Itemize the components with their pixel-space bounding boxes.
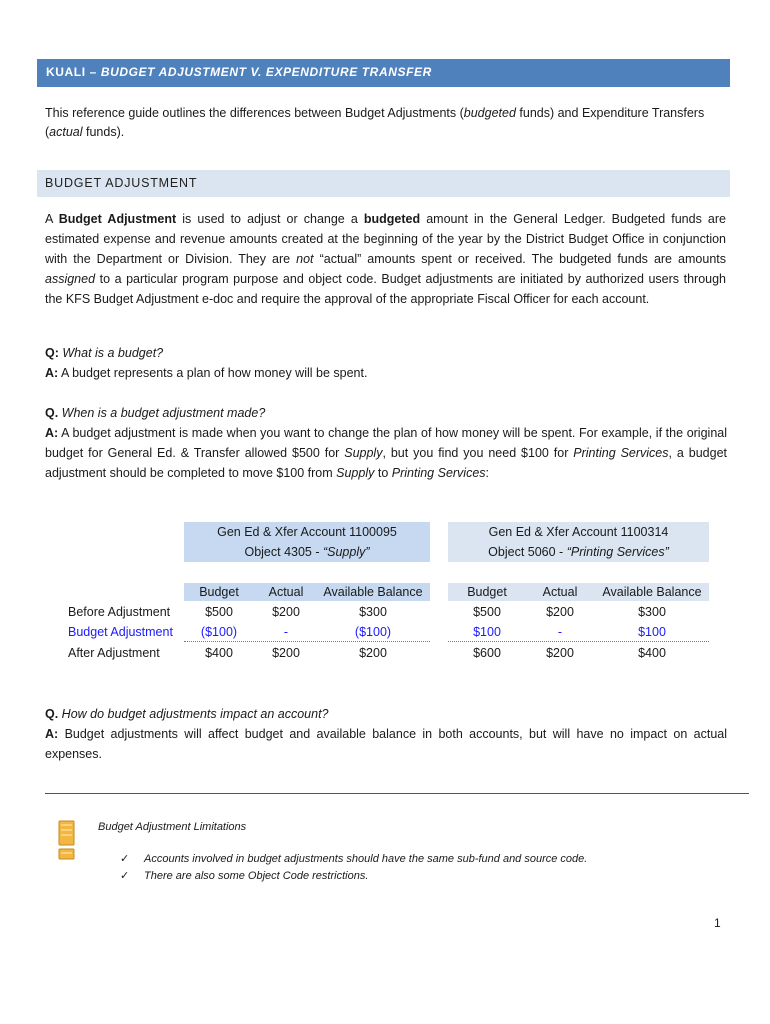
row-label-after: After Adjustment xyxy=(68,646,160,660)
account-header-left: Gen Ed & Xfer Account 1100095 Object 4305 - “Supply” xyxy=(184,522,430,562)
table-cell: $300 xyxy=(638,605,666,619)
table-cell: - xyxy=(283,625,289,639)
title-text: BUDGET ADJUSTMENT V. EXPENDITURE TRANSFER xyxy=(100,65,432,79)
answer: A: Budget adjustments will affect budget and available balance in both accounts, but will have no impact on actual expenses. xyxy=(45,727,727,761)
col-header-available: Available Balance xyxy=(602,585,702,599)
question: Q. How do budget adjustments impact an account? xyxy=(45,707,329,721)
title-prefix: KUALI – xyxy=(46,65,101,79)
col-header-budget: Budget xyxy=(467,585,507,599)
table-cell: $200 xyxy=(546,605,574,619)
row-separator xyxy=(448,641,709,642)
document-title-bar xyxy=(37,59,730,87)
table-cell: $100 xyxy=(638,625,666,639)
table-cell: $500 xyxy=(205,605,233,619)
answer: A: A budget represents a plan of how money will be spent. xyxy=(45,366,368,380)
section-heading: BUDGET ADJUSTMENT xyxy=(37,170,730,197)
intro-paragraph: This reference guide outlines the differences between Budget Adjustments (budgeted funds) and Expenditure Transfers (actual funds). xyxy=(45,106,705,139)
table-cell: $400 xyxy=(205,646,233,660)
qa-what-is-budget xyxy=(45,343,727,383)
answer: A: A budget adjustment is made when you want to change the plan of how money will be spent. For example, if the original budget for General Ed. & Transfer allowed $500 for Supply, but you find you need $100 for Printing Services, a budget adjustment should be completed to move $100 from Supply to Printing Services: xyxy=(45,426,727,480)
note-icon xyxy=(58,820,75,860)
divider xyxy=(45,793,749,794)
table-cell: $100 xyxy=(473,625,501,639)
table-cell: $200 xyxy=(546,646,574,660)
row-separator xyxy=(184,641,430,642)
table-cell: ($100) xyxy=(354,625,392,639)
table-cell: $600 xyxy=(473,646,501,660)
budget-adjustment-description: A Budget Adjustment is used to adjust or change a budgeted amount in the General Ledger. Budgeted funds are estimated expense and revenue amounts created at the beginning of the year by the District Budget Office in conjunction with the Department or Division. They are not “actual” amounts spent or received. The budgeted funds are amounts assigned to a particular program purpose and object code. Budget adjustments are initiated by authorized users through the KFS Budget Adjustment e-doc and require the approval of the appropriate Fiscal Officer for each account. xyxy=(45,212,726,306)
table-cell: $200 xyxy=(359,646,387,660)
table-cell: $400 xyxy=(638,646,666,660)
col-header-actual: Actual xyxy=(268,585,304,599)
list-item: ✓ Accounts involved in budget adjustments should have the same sub-fund and source code. xyxy=(120,853,588,865)
table-cell: - xyxy=(557,625,563,639)
col-header-actual: Actual xyxy=(542,585,578,599)
table-cell: $500 xyxy=(473,605,501,619)
note-title: Budget Adjustment Limitations xyxy=(98,821,247,833)
account-header-right: Gen Ed & Xfer Account 1100314 Object 5060 - “Printing Services” xyxy=(448,522,709,562)
list-item: ✓ There are also some Object Code restrictions. xyxy=(120,870,369,882)
page-number: 1 xyxy=(714,916,721,930)
table-cell: ($100) xyxy=(200,625,238,639)
col-header-available: Available Balance xyxy=(323,585,423,599)
table-cell: $200 xyxy=(272,605,300,619)
row-label-adjustment: Budget Adjustment xyxy=(68,625,173,639)
question: Q: What is a budget? xyxy=(45,346,164,360)
qa-when-adjustment xyxy=(45,403,727,483)
table-cell: $200 xyxy=(272,646,300,660)
check-icon: ✓ xyxy=(120,853,130,865)
question: Q. When is a budget adjustment made? xyxy=(45,406,266,420)
table-cell: $300 xyxy=(359,605,387,619)
check-icon: ✓ xyxy=(120,870,130,882)
col-header-budget: Budget xyxy=(199,585,239,599)
qa-impact xyxy=(45,704,727,764)
row-label-before: Before Adjustment xyxy=(68,605,171,619)
